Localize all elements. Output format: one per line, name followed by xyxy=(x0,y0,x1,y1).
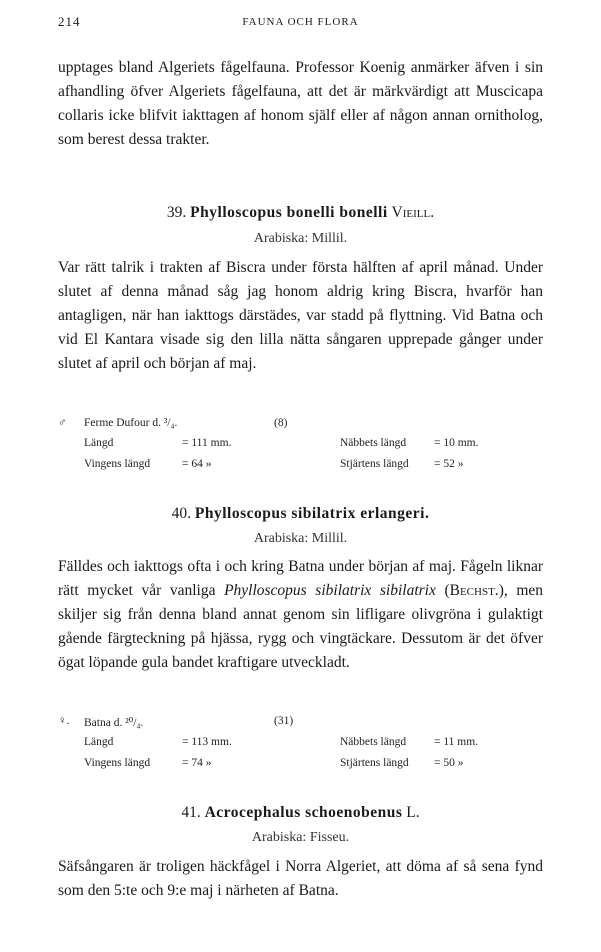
intro-paragraph: upptages bland Algeriets fågelfauna. Professor Koenig anmärker äfven i sin afhandling öfver Algeriets fågelfauna, att det är märkvärdigt att Muscicapa collaris icke blifvit iakttagen af honom själf eller af någon annan ornitholog, som berest dessa trakter. xyxy=(58,59,543,148)
bill-value: = 10 mm. xyxy=(434,437,479,449)
species-name: Phylloscopus bonelli bonelli xyxy=(190,204,388,221)
italic-species: Phylloscopus sibilatrix sibilatrix xyxy=(224,582,436,599)
bill-value: = 11 mm. xyxy=(434,736,479,748)
section-40-heading xyxy=(0,505,601,523)
length-value: = 113 mm. xyxy=(182,736,232,748)
sex-symbol: ♀. xyxy=(58,715,70,727)
page-number: 214 xyxy=(58,14,81,29)
wing-label: Vingens längd xyxy=(84,757,151,769)
specimen-count: (8) xyxy=(274,417,288,429)
section-41-heading xyxy=(0,804,601,822)
specimen-locality: Ferme Dufour d. ³/₄. xyxy=(84,417,178,429)
tail-label: Stjärtens längd xyxy=(340,458,409,470)
section-number: 40. xyxy=(171,505,192,522)
bill-label: Näbbets längd xyxy=(340,736,407,748)
tail-value: = 52 » xyxy=(434,458,464,470)
wing-value: = 74 » xyxy=(182,757,212,769)
tail-value: = 50 » xyxy=(434,757,464,769)
sex-symbol: ♂ xyxy=(58,417,67,429)
wing-label: Vingens längd xyxy=(84,458,151,470)
running-title: FAUNA OCH FLORA xyxy=(242,16,359,28)
arabic-name: Arabiska: Millil. xyxy=(253,231,348,246)
length-label: Längd xyxy=(84,437,114,449)
specimen-count: (31) xyxy=(274,715,294,727)
section-number: 39. xyxy=(166,204,187,221)
section-40-paragraph xyxy=(58,555,543,675)
length-label: Längd xyxy=(84,736,114,748)
page-header xyxy=(0,14,601,34)
section-39-heading xyxy=(0,204,601,222)
arabic-name: Arabiska: Fisseu. xyxy=(251,830,350,845)
section-41-paragraph: Säfsångaren är troligen häckfågel i Norra Algeriet, att döma af så sena fynd som den 5:te och 9:e maj i närheten af Batna. xyxy=(58,858,543,899)
species-name: Acrocephalus schoenobenus xyxy=(204,804,403,821)
arabic-name: Arabiska: Millil. xyxy=(253,531,348,546)
tail-label: Stjärtens längd xyxy=(340,757,409,769)
text-part: ), men skiljer sig från denna bland annat genom sin lifligare olivgröna i gulaktigt gående färgteckning på hjässa, rygg och vingtäckare. Dessutom är det öfver ögat löpande gula bandet kraftigare utveckladt. xyxy=(58,582,543,671)
species-author: Vieill. xyxy=(391,204,435,221)
specimen-locality: Batna d. ²⁰/₄. xyxy=(84,717,144,729)
text-part: Fälldes och iakttogs ofta i och kring Batna under början af maj. Fågeln liknar rätt mycket vår vanliga xyxy=(58,558,543,599)
authority: Bechst. xyxy=(449,582,499,599)
text-part: ( xyxy=(435,582,450,599)
wing-value: = 64 » xyxy=(182,458,212,470)
species-author: L. xyxy=(406,804,420,821)
section-number: 41. xyxy=(181,804,201,821)
length-value: = 111 mm. xyxy=(182,437,232,449)
bill-label: Näbbets längd xyxy=(340,437,407,449)
section-39-paragraph: Var rätt talrik i trakten af Biscra under första hälften af april månad. Under slutet af denna månad såg jag honom aldrig kring Biscra, hvarför han antagligen, när han iakttogs därstädes, var stadd på flyttning. Vid Batna och vid El Kantara visade sig den lilla nätta sångaren upprepade gånger under slutet af april och början af maj. xyxy=(58,259,543,372)
species-name: Phylloscopus sibilatrix erlangeri. xyxy=(194,505,430,522)
